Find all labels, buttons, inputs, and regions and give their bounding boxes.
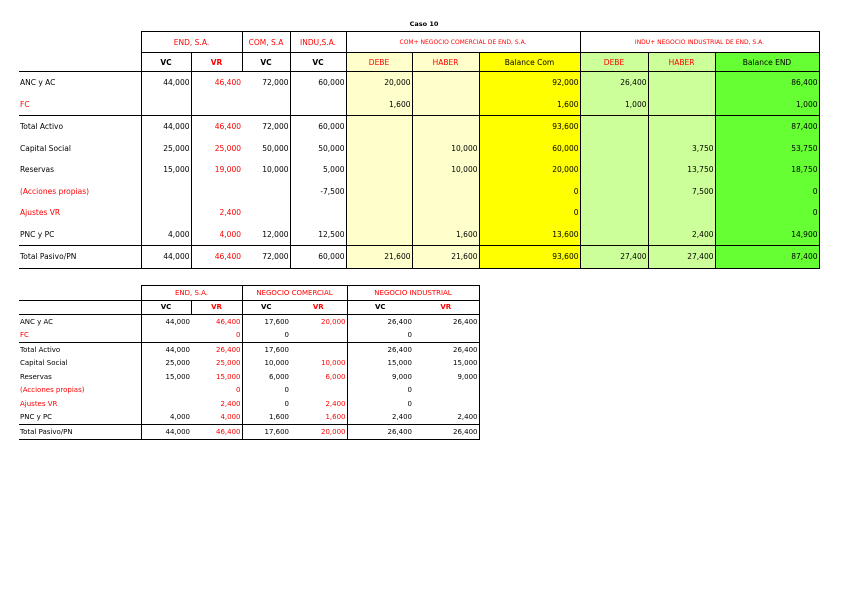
table-cell [413,329,479,343]
table-cell: 0 [407,399,412,408]
table-cell: 1,000 [715,94,819,116]
table-cell: 21,600 [346,246,412,269]
table-cell: 2,400 [648,224,715,246]
table-row [19,329,479,343]
table-cell: 25,000 [141,357,191,371]
table-cell: 60,000 [290,246,346,269]
table-cell: 26,400 [347,425,413,440]
table-cell: 1,600 [290,411,347,425]
col-header-balance-end: Balance END [715,53,819,72]
table-cell: 60,000 [479,138,580,160]
table-cell: 86,400 [715,72,819,94]
table-cell: 53,750 [715,138,819,160]
table-row [19,181,819,203]
table-cell: 50,000 [290,138,346,160]
consolidation-table [19,31,820,269]
table-cell [413,397,479,411]
table-cell [290,202,346,224]
table-cell: 26,400 [191,343,242,357]
table-cell: 26,400 [347,343,413,357]
col-header: VC [242,300,290,315]
table-cell [648,202,715,224]
table-cell: 1,600 [479,94,580,116]
table-row [19,94,819,116]
table-cell: 44,000 [141,246,191,269]
row-label: ANC y AC [20,78,56,88]
table-cell: 93,600 [479,246,580,269]
table-cell: 1,600 [346,94,412,116]
sheet-title: Caso 10 [409,20,439,28]
table-cell [141,329,191,343]
group-header-com-negocio: COM+ NEGOCIO COMERCIAL DE END, S.A. [346,32,580,53]
table-cell: 0 [191,329,242,343]
row-label: ANC y AC [20,317,54,326]
table-cell: 15,000 [413,357,479,371]
table-cell: 15,000 [141,159,191,181]
table-cell: 21,600 [412,246,479,269]
table-cell: 13,750 [648,159,715,181]
table-cell [580,181,648,203]
table-row [19,384,479,398]
table-cell: 1,600 [412,224,479,246]
table-cell: 2,400 [391,413,412,422]
row-label: FC [20,331,29,340]
table-cell: 20,000 [290,315,347,329]
table-row [19,72,819,94]
table-cell: 26,400 [580,72,648,94]
table-cell: 20,000 [290,425,347,440]
table-cell [346,181,412,203]
table-cell: 44,000 [141,343,191,357]
col-header-balance-com: Balance Com [479,53,580,72]
col-header: VR [191,53,242,72]
col-header-debe: DEBE [580,53,648,72]
table-cell [412,181,479,203]
table-cell: 17,600 [242,425,290,440]
row-label: Capital Social [20,359,68,368]
table-cell: 46,400 [214,78,241,88]
table-cell [141,384,191,398]
business-split-table [19,285,480,440]
col-header: VR [290,300,347,315]
table-cell: 15,000 [191,370,242,384]
table-cell: 15,000 [387,359,412,368]
table-cell: 72,000 [242,246,290,269]
row-label: Total Activo [19,343,141,357]
table-row [19,370,479,384]
table-cell: 44,000 [141,72,191,94]
table-cell: 25,000 [191,357,242,371]
table-cell: 5,000 [290,159,346,181]
table-cell: 44,000 [141,116,191,138]
table-cell: 2,400 [290,397,347,411]
table-cell: 0 [479,202,580,224]
table-cell [242,94,290,116]
table-cell: 25,000 [141,138,191,160]
row-label: Total Pasivo/PN [19,246,141,269]
table-cell: 7,500 [648,181,715,203]
table-row [19,343,479,357]
table-cell: 0 [407,386,412,395]
table-cell: 3,750 [648,138,715,160]
table-cell: 60,000 [290,116,346,138]
table-cell [191,181,242,203]
row-label: PNC y PC [20,413,53,422]
group-header-negocio-industrial: NEGOCIO INDUSTRIAL [347,286,479,301]
table-cell: 20,000 [479,159,580,181]
table-cell: 92,000 [479,72,580,94]
table-cell [141,181,191,203]
table-cell: 26,400 [413,315,479,329]
table-cell: 0 [284,331,289,340]
table-cell: 17,600 [264,317,289,326]
table-cell: 0 [191,384,242,398]
col-header-haber: HABER [412,53,479,72]
row-label: Capital Social [20,143,71,153]
table-cell: 17,600 [242,343,290,357]
table-cell [412,72,479,94]
table-cell: 0 [407,331,412,340]
table-cell: 10,000 [290,357,347,371]
table-row [19,246,819,269]
table-cell: 4,000 [191,411,242,425]
table-cell: -7,500 [290,181,346,203]
table-cell: 20,000 [346,72,412,94]
table-cell: 0 [284,399,289,408]
table-cell [346,159,412,181]
table-cell: 4,000 [219,229,241,239]
table-cell: 87,400 [715,116,819,138]
row-label: Reservas [20,165,55,175]
table-cell: 12,000 [242,224,290,246]
table-cell: 2,400 [191,397,242,411]
row-label: Reservas [20,372,52,381]
group-header-end: END, S.A. [141,32,242,53]
group-header-com: COM, S.A [242,32,290,53]
table-cell: 26,400 [413,425,479,440]
table-row [19,159,819,181]
table-cell: 6,000 [268,372,289,381]
table-cell: 0 [284,386,289,395]
table-cell [648,94,715,116]
table-row [19,116,819,138]
table-cell: 46,400 [191,116,242,138]
table-cell: 72,000 [242,72,290,94]
col-header-haber: HABER [648,53,715,72]
table-cell [412,116,479,138]
table-cell [580,116,648,138]
table-cell: 0 [479,181,580,203]
table-cell [141,202,191,224]
table-cell: 0 [715,202,819,224]
table-row [19,357,479,371]
table-cell: 44,000 [141,425,191,440]
table-cell [290,329,347,343]
table-cell: 19,000 [214,165,241,175]
table-cell [413,384,479,398]
table-cell: 1,000 [580,94,648,116]
row-label: Ajustes VR [20,208,61,218]
row-label: (Acciones propias) [20,186,90,196]
table-cell [580,159,648,181]
table-cell [346,138,412,160]
table-cell [648,116,715,138]
col-header: VR [191,300,242,315]
table-cell: 26,400 [413,343,479,357]
table-cell [242,181,290,203]
group-header-indu: INDU,S.A. [290,32,346,53]
table-cell: 26,400 [387,317,412,326]
table-cell: 46,400 [191,315,242,329]
table-cell: 10,000 [264,359,289,368]
table-cell: 6,000 [290,370,347,384]
table-cell: 0 [715,181,819,203]
table-cell: 2,400 [219,208,241,218]
table-cell: 27,400 [648,246,715,269]
table-cell [346,116,412,138]
row-label: Ajustes VR [20,399,58,408]
table-cell: 4,000 [141,411,191,425]
table-cell: 60,000 [290,72,346,94]
table-cell [290,384,347,398]
table-cell [242,202,290,224]
row-label: PNC y PC [20,229,55,239]
table-cell: 12,500 [290,224,346,246]
table-cell [346,202,412,224]
table-row [19,315,479,329]
group-header-negocio-comercial: NEGOCIO COMERCIAL [242,286,347,301]
col-header: VC [141,300,191,315]
table-cell: 2,400 [413,411,479,425]
table-row [19,397,479,411]
table-cell: 46,400 [191,246,242,269]
table-cell [580,224,648,246]
col-header-debe: DEBE [346,53,412,72]
col-header: VC [242,53,290,72]
col-header: VC [141,53,191,72]
col-header: VC [347,300,413,315]
group-header-indu-negocio: INDU+ NEGOCIO INDUSTRIAL DE END, S.A. [580,32,819,53]
table-cell: 27,400 [580,246,648,269]
table-cell: 93,600 [479,116,580,138]
table-row [19,138,819,160]
table-cell: 10,000 [412,138,479,160]
table-cell: 50,000 [242,138,290,160]
table-row [19,224,819,246]
table-cell [290,343,347,357]
table-cell [412,202,479,224]
table-cell [290,94,346,116]
table-cell: 10,000 [412,159,479,181]
table-cell: 10,000 [242,159,290,181]
group-header-end: END, S.A. [141,286,242,301]
table-cell: 15,000 [141,370,191,384]
table-cell: 72,000 [242,116,290,138]
table-cell: 13,600 [479,224,580,246]
col-header: VR [413,300,479,315]
table-cell: 14,900 [715,224,819,246]
col-header: VC [290,53,346,72]
table-cell [648,72,715,94]
table-cell [346,224,412,246]
table-cell [141,397,191,411]
table-row [19,202,819,224]
table-cell: 18,750 [715,159,819,181]
table-cell: 46,400 [191,425,242,440]
row-label: FC [20,99,30,109]
table-cell [412,94,479,116]
table-row [19,425,479,440]
row-label: Total Activo [19,116,141,138]
row-label: Total Pasivo/PN [19,425,141,440]
table-row [19,411,479,425]
table-cell: 87,400 [715,246,819,269]
table-cell: 25,000 [214,143,241,153]
table-cell: 44,000 [141,315,191,329]
table-cell: 9,000 [413,370,479,384]
table-cell [191,94,242,116]
table-cell [580,138,648,160]
table-cell: 4,000 [141,224,191,246]
table-cell [141,94,191,116]
table-cell: 9,000 [391,372,412,381]
table-cell: 1,600 [268,413,289,422]
table-cell [580,202,648,224]
row-label: (Acciones propias) [20,386,85,395]
